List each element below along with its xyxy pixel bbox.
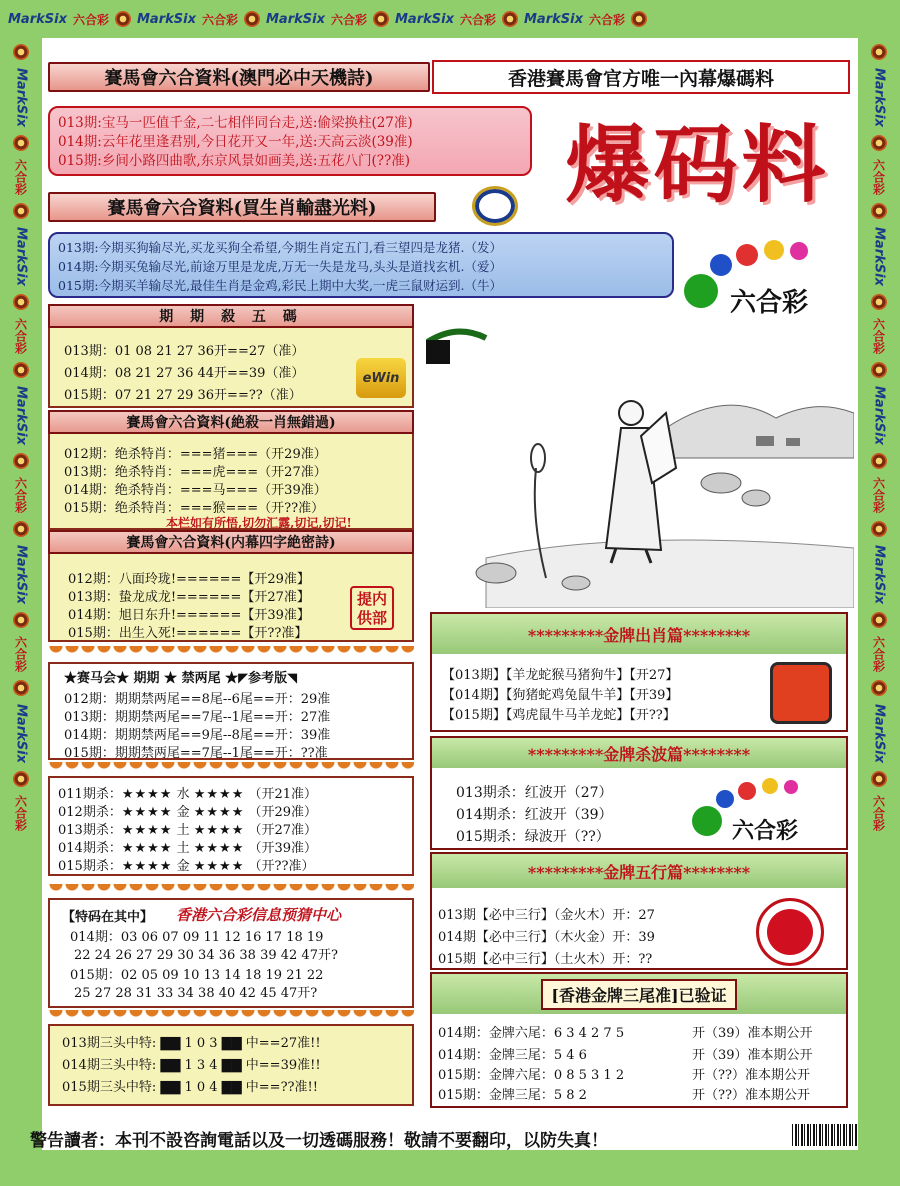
gold-five-title: *********金牌五行篇******** <box>527 862 751 882</box>
gold-tail-row <box>438 1084 810 1103</box>
tails-row: 012期：期期禁两尾==8尾--6尾==开：29准 <box>64 692 331 707</box>
element-row <box>58 837 317 856</box>
flower-icon <box>631 11 647 27</box>
flower-icon <box>871 771 887 787</box>
zodiac-line: 015期:今期买羊输尽光,最佳生肖是金鸡,彩民上期中大奖,一虎三鼠财运到.（牛） <box>58 278 502 293</box>
bauhinia-emblem-icon <box>756 898 824 966</box>
gold-tail-right: 开（39）准本期公开 <box>692 1048 813 1063</box>
footer-warning: 警告讀者：本刊不設咨詢電話以及一切透碼服務！敬請不要翻印，以防失真！ <box>30 1131 608 1151</box>
fourword-row: 013期：蛰龙成龙!======【开27准】 <box>68 590 310 605</box>
brand-text-cn: 六合彩 <box>330 12 367 27</box>
kill5-title: 期 期 殺 五 碼 <box>159 309 303 325</box>
gold-tail-header <box>432 974 846 1014</box>
poem-line: 013期:宝马一匹值千金,二七相伴同台走,送:偷梁换柱(27准) <box>58 115 413 131</box>
flower-icon <box>871 521 887 537</box>
kill5-header <box>48 304 414 328</box>
killzodiac-row: 014期：绝杀特肖：===马===（开39准） <box>64 483 327 498</box>
scholar-illustration <box>426 318 854 608</box>
flower-icon <box>871 203 887 219</box>
fourword-title: 賽馬會六合資料(内幕四字絶密詩) <box>126 535 336 551</box>
threehead-row: 014期三头中特: ▇▇ 1 3 4 ▇▇ 中==39准!! <box>62 1058 321 1073</box>
flower-icon <box>871 680 887 696</box>
brand-text-cn: 六合彩 <box>871 794 886 831</box>
element-result: （开27准） <box>248 823 318 838</box>
tails-row: 014期：期期禁两尾==9尾--8尾==开：39准 <box>64 728 331 743</box>
title-right-text: 香港賽馬會官方唯一內幕爆碼料 <box>507 67 774 90</box>
left-border <box>0 38 42 1150</box>
flower-icon <box>13 453 29 469</box>
flower-icon <box>13 771 29 787</box>
flower-icon <box>871 362 887 378</box>
brand-text-cn: 六合彩 <box>13 794 28 831</box>
element-period: 012期杀： <box>58 805 122 820</box>
stars-icon: ★★★★ <box>121 841 173 856</box>
brand-text: MarkSix <box>524 11 583 27</box>
killzodiac-row: 012期：绝杀特肖：===猪===（开29准） <box>64 447 327 462</box>
element-row <box>58 819 317 838</box>
element-row <box>58 783 317 802</box>
special-row: 22 24 26 27 29 30 34 36 38 39 42 47开? <box>74 948 338 963</box>
flower-icon <box>871 294 887 310</box>
kill5-row: 014期：08 21 27 36 44开==39（准） <box>64 366 305 381</box>
element-period: 014期杀： <box>58 841 122 856</box>
brand-text: MarkSix <box>13 703 29 763</box>
ball-icon <box>716 790 734 808</box>
stamp-text: 提内供部 <box>356 590 387 627</box>
gold-five-row: 015期【必中三行】（土火木）开：?? <box>438 952 653 967</box>
brand-text-cn: 六合彩 <box>13 476 28 513</box>
element-result: （开39准） <box>248 841 318 856</box>
special-head: 【特码在其中】 <box>62 910 154 925</box>
scallop-divider <box>48 884 414 896</box>
gold-wave-header <box>432 738 846 768</box>
stars-icon: ★★★★ <box>121 787 173 802</box>
gold-tail-title: [香港金牌三尾准]已验证 <box>541 979 736 1010</box>
zodiac-line: 014期:今期买兔输尽光,前途万里是龙虎,万无一失是龙马,头头是道找玄机.（爱） <box>58 259 502 274</box>
brand-text: MarkSix <box>137 11 196 27</box>
stars-icon: ★★★★ <box>193 805 245 820</box>
element-name: 土 <box>176 841 190 856</box>
ball-icon <box>692 806 722 836</box>
gold-tail-left: 015期：金牌三尾：5 8 2 <box>438 1088 587 1103</box>
flower-icon <box>871 135 887 151</box>
gold-tail-right: 开（??）准本期公开 <box>692 1088 810 1103</box>
brand-text: MarkSix <box>871 703 887 763</box>
threehead-row: 015期三头中特: ▇▇ 1 0 4 ▇▇ 中==??准!! <box>62 1080 318 1095</box>
ball-icon <box>790 242 808 260</box>
element-period: 015期杀： <box>58 859 122 874</box>
fourword-row: 012期：八面玲珑!======【开29准】 <box>68 572 310 587</box>
brand-text: MarkSix <box>13 385 29 445</box>
right-border <box>858 38 900 1150</box>
gold-five-header <box>432 854 846 888</box>
ball-icon <box>738 782 756 800</box>
tails-row: 015期：期期禁两尾==7尾--1尾==开：??准 <box>64 746 328 761</box>
gold-tail-left: 015期：金牌六尾：0 8 5 3 1 2 <box>438 1068 625 1083</box>
element-row <box>58 855 314 874</box>
stars-icon: ★★★★ <box>193 841 245 856</box>
poem-line: 015期:乡间小路四曲歌,东京风景如画美,送:五花八门(??准) <box>58 153 410 169</box>
special-row: 015期：02 05 09 10 13 14 18 19 21 22 <box>70 968 324 983</box>
ball-icon <box>784 780 798 794</box>
tails-head: ★赛马会★ 期期 ★ 禁两尾 ★◤参考版◥ <box>64 671 298 686</box>
gold-five-row: 013期【必中三行】（金火木）开：27 <box>438 908 655 923</box>
element-period: 013期杀： <box>58 823 122 838</box>
brand-text: MarkSix <box>266 11 325 27</box>
title-text: 賽馬會六合資料(澳門必中天機詩) <box>104 68 374 89</box>
gold-wave-row: 013期杀：红波开（27） <box>456 785 613 801</box>
zodiac-line: 013期:今期买狗输尽光,买龙买狗全希望,今期生肖定五门,看三望四是龙猪.（发） <box>58 240 502 255</box>
top-border <box>0 0 900 38</box>
brand-text-cn: 六合彩 <box>201 12 238 27</box>
brand-text: MarkSix <box>13 544 29 604</box>
fourword-row: 014期：旭日东升!======【开39准】 <box>68 608 310 623</box>
killzodiac-row: 013期：绝杀特肖：===虎===（开27准） <box>64 465 327 480</box>
gold-wave-row: 015期杀：绿波开（??） <box>456 829 610 845</box>
brand-text-cn: 六合彩 <box>459 12 496 27</box>
flower-icon <box>244 11 260 27</box>
gold-tail-row <box>438 1044 813 1063</box>
stamp-box <box>350 586 394 630</box>
flower-icon <box>13 203 29 219</box>
lottery-logo <box>684 236 852 318</box>
killzodiac-header <box>48 410 414 434</box>
gold-zodiac-row: 【013期】【羊龙蛇猴马猪狗牛】【开27】 <box>442 668 679 683</box>
title-right-box <box>432 60 850 94</box>
hkjc-logo-icon <box>472 186 518 226</box>
flower-icon <box>13 44 29 60</box>
element-name: 土 <box>176 823 190 838</box>
flower-icon <box>502 11 518 27</box>
flower-icon <box>373 11 389 27</box>
killzodiac-note: 本栏如有所悟,切勿汇露,切记,切记! <box>166 516 352 530</box>
gold-zodiac-row: 【015期】【鸡虎鼠牛马羊龙蛇】【开??】 <box>442 708 676 723</box>
logo-text: 六合彩 <box>732 818 799 844</box>
title-bar-poem <box>48 62 430 92</box>
brand-text-cn: 六合彩 <box>871 476 886 513</box>
element-result: （开29准） <box>248 805 318 820</box>
ball-icon <box>684 274 718 308</box>
ball-icon <box>710 254 732 276</box>
scallop-divider <box>48 1010 414 1022</box>
gold-tail-left: 014期：金牌六尾：6 3 4 2 7 5 <box>438 1026 625 1041</box>
illustration <box>426 318 854 608</box>
element-row <box>58 801 317 820</box>
gold-zodiac-row: 【014期】【狗猪蛇鸡兔鼠牛羊】【开39】 <box>442 688 679 703</box>
stars-icon: ★★★★ <box>193 859 245 874</box>
brand-text-cn: 六合彩 <box>13 635 28 672</box>
flower-icon <box>871 612 887 628</box>
element-name: 金 <box>176 859 190 874</box>
element-name: 水 <box>176 787 190 802</box>
gold-wave-title: *********金牌杀波篇******** <box>527 744 751 764</box>
brand-text-cn: 六合彩 <box>871 635 886 672</box>
brand-text-cn: 六合彩 <box>588 12 625 27</box>
gold-zodiac-header <box>432 614 846 654</box>
kill5-row: 015期：07 21 27 29 36开==??（准） <box>64 388 302 403</box>
poem-line: 014期:云年花里逢君别,今日花开又一年,送:天高云淡(39准) <box>58 134 413 150</box>
gold-tail-row <box>438 1064 810 1083</box>
flower-icon <box>871 44 887 60</box>
poem-box <box>48 106 532 176</box>
brand-text: MarkSix <box>8 11 67 27</box>
ball-icon <box>764 240 784 260</box>
zodiac-box <box>48 232 674 298</box>
fist-icon <box>770 662 832 724</box>
scallop-divider <box>48 646 414 658</box>
element-result: （开??准） <box>248 859 315 874</box>
element-result: （开21准） <box>248 787 318 802</box>
fourword-header <box>48 530 414 554</box>
stars-icon: ★★★★ <box>121 823 173 838</box>
gold-five-row: 014期【必中三行】（木火金）开：39 <box>438 930 655 945</box>
flower-icon <box>13 294 29 310</box>
brand-text: MarkSix <box>13 226 29 286</box>
brand-text: MarkSix <box>871 385 887 445</box>
ewin-logo <box>356 358 406 398</box>
gold-zodiac-title: *********金牌出肖篇******** <box>527 625 751 645</box>
logo-text: 六合彩 <box>730 288 809 318</box>
fourword-row: 015期：出生入死!======【开??准】 <box>68 626 308 641</box>
gold-tail-row <box>438 1022 813 1041</box>
brand-text-cn: 六合彩 <box>13 317 28 354</box>
stars-icon: ★★★★ <box>193 787 245 802</box>
flower-icon <box>13 362 29 378</box>
gold-wave-row: 014期杀：红波开（39） <box>456 807 613 823</box>
gold-tail-left: 014期：金牌三尾：5 4 6 <box>438 1048 587 1063</box>
brand-text: MarkSix <box>871 226 887 286</box>
brand-text-cn: 六合彩 <box>72 12 109 27</box>
stars-icon: ★★★★ <box>121 805 173 820</box>
element-name: 金 <box>176 805 190 820</box>
brand-text-cn: 六合彩 <box>13 158 28 195</box>
special-center: 香港六合彩信息预猜中心 <box>176 906 342 924</box>
ewin-text: eWin <box>362 370 400 386</box>
flower-icon <box>115 11 131 27</box>
killzodiac-title: 賽馬會六合資料(絶殺一肖無錯過) <box>126 415 336 431</box>
special-row: 25 27 28 31 33 34 38 40 42 45 47开? <box>74 986 318 1001</box>
stars-icon: ★★★★ <box>121 859 173 874</box>
big-title: 爆码料 <box>565 115 830 214</box>
brand-text: MarkSix <box>871 68 887 127</box>
brand-text: MarkSix <box>13 68 29 127</box>
flower-icon <box>13 521 29 537</box>
element-period: 011期杀： <box>58 787 122 802</box>
special-row: 014期：03 06 07 09 11 12 16 17 18 19 <box>70 930 324 945</box>
stars-icon: ★★★★ <box>193 823 245 838</box>
ball-icon <box>736 244 758 266</box>
barcode-icon <box>792 1124 858 1146</box>
title-bar-zodiac <box>48 192 436 222</box>
brand-text: MarkSix <box>871 544 887 604</box>
gold-tail-right: 开（??）准本期公开 <box>692 1068 810 1083</box>
gold-tail-right: 开（39）准本期公开 <box>692 1026 813 1041</box>
flower-icon <box>871 453 887 469</box>
ball-icon <box>762 778 778 794</box>
lottery-logo <box>688 776 838 846</box>
tails-row: 013期：期期禁两尾==7尾--1尾==开：27准 <box>64 710 331 725</box>
flower-icon <box>13 135 29 151</box>
brand-text: MarkSix <box>395 11 454 27</box>
killzodiac-row: 015期：绝杀特肖：===猴===（开??准） <box>64 501 325 516</box>
kill5-row: 013期：01 08 21 27 36开==27（准） <box>64 344 305 359</box>
flower-icon <box>13 612 29 628</box>
threehead-row: 013期三头中特: ▇▇ 1 0 3 ▇▇ 中==27准!! <box>62 1036 321 1051</box>
brand-text-cn: 六合彩 <box>871 317 886 354</box>
brand-text-cn: 六合彩 <box>871 158 886 195</box>
title-text: 賽馬會六合資料(買生肖輸盡光料) <box>107 198 377 219</box>
flower-icon <box>13 680 29 696</box>
scallop-divider <box>48 762 414 774</box>
